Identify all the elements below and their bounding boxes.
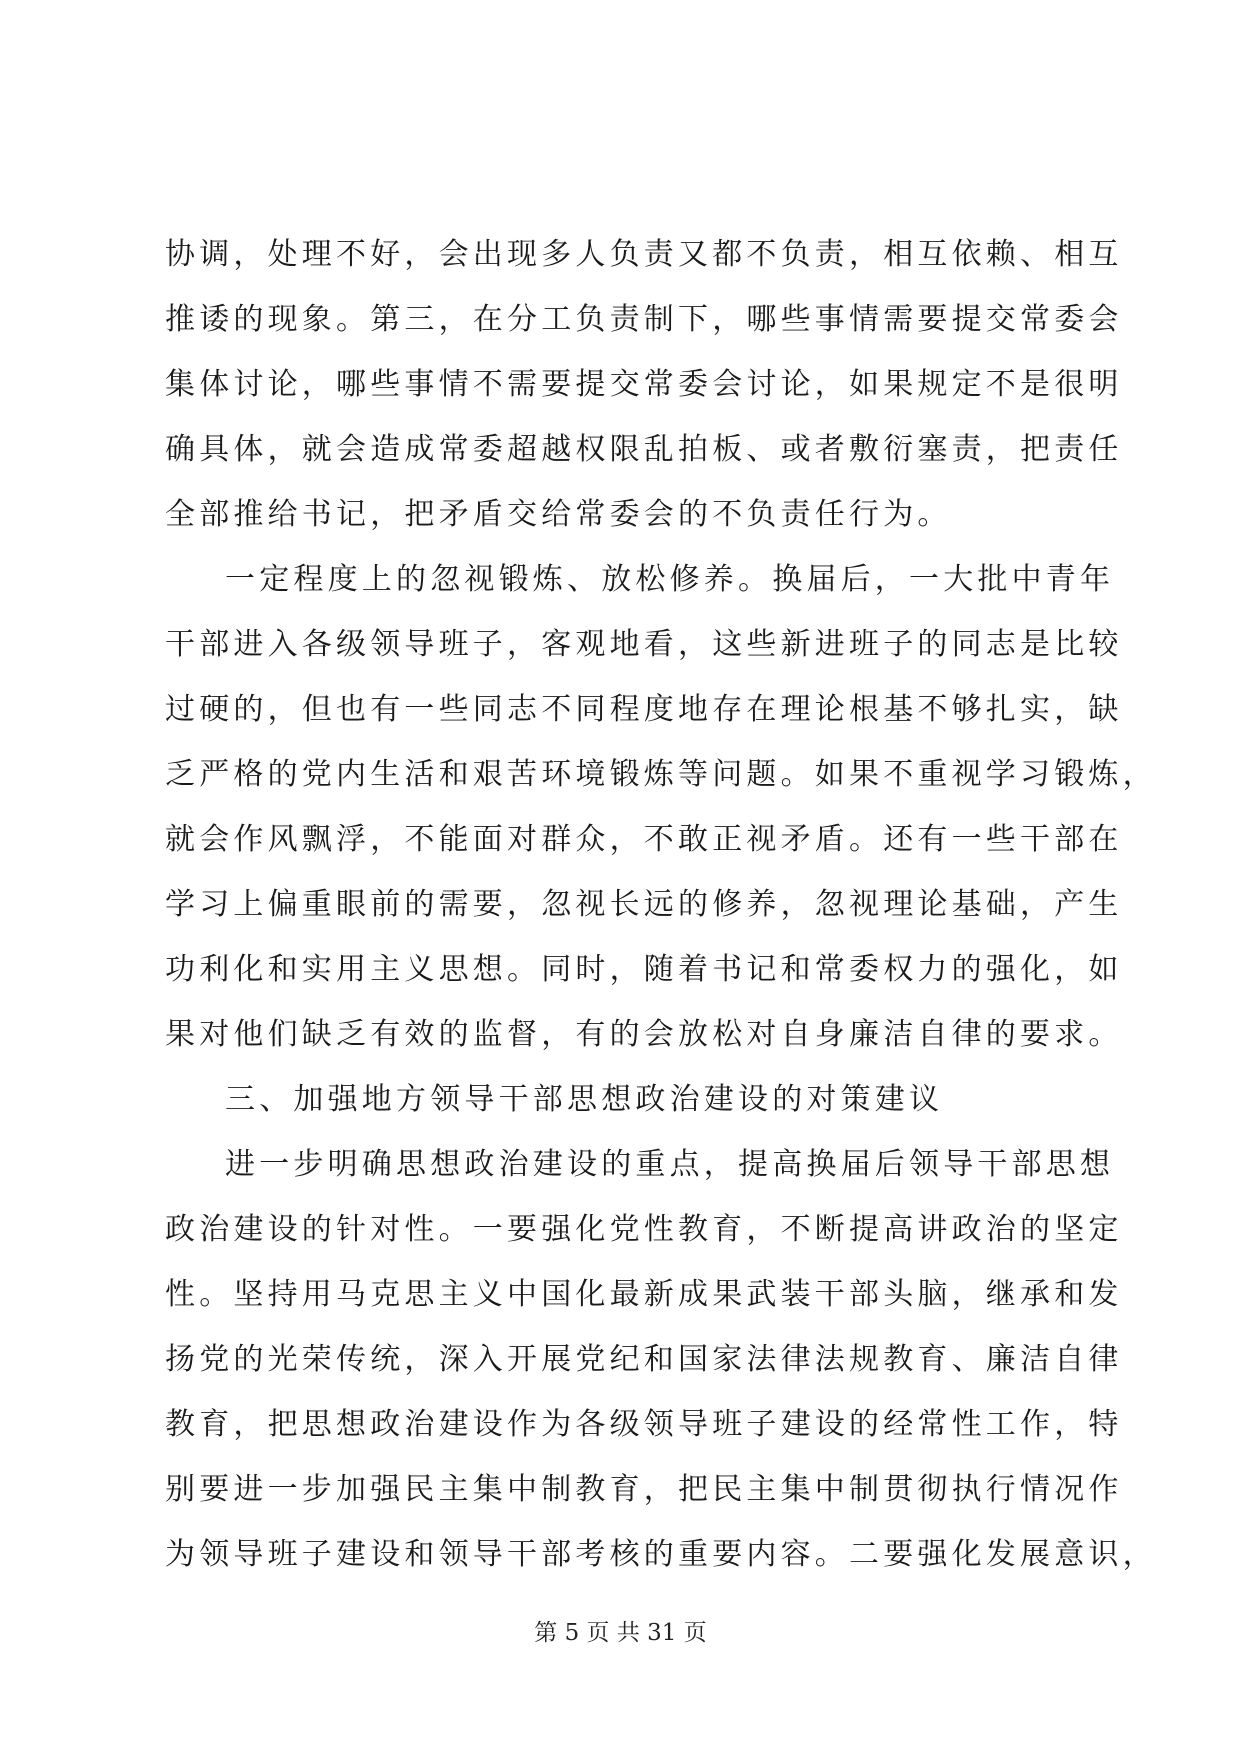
- text-line: 乏严格的党内生活和艰苦环境锻炼等问题。如果不重视学习锻炼，: [165, 757, 1157, 792]
- page-number-footer: 第 5 页 共 31 页: [534, 1620, 707, 1646]
- text-line: 干部进入各级领导班子，客观地看，这些新进班子的同志是比较: [165, 627, 1123, 662]
- text-line: 性。坚持用马克思主义中国化最新成果武装干部头脑，继承和发: [165, 1277, 1123, 1312]
- section-heading: 三、加强地方领导干部思想政治建设的对策建议: [225, 1082, 944, 1117]
- text-line: 政治建设的针对性。一要强化党性教育，不断提高讲政治的坚定: [165, 1212, 1123, 1247]
- text-line: 别要进一步加强民主集中制教育，把民主集中制贯彻执行情况作: [165, 1472, 1123, 1507]
- text-line: 协调，处理不好，会出现多人负责又都不负责，相互依赖、相互: [165, 237, 1123, 272]
- text-line: 集体讨论，哪些事情不需要提交常委会讨论，如果规定不是很明: [165, 367, 1123, 402]
- text-line: 为领导班子建设和领导干部考核的重要内容。二要强化发展意识，: [165, 1537, 1157, 1572]
- text-line: 过硬的，但也有一些同志不同程度地存在理论根基不够扎实，缺: [165, 692, 1123, 727]
- text-line: 就会作风飘浮，不能面对群众，不敢正视矛盾。还有一些干部在: [165, 822, 1123, 857]
- text-line: 果对他们缺乏有效的监督，有的会放松对自身廉洁自律的要求。: [165, 1017, 1123, 1052]
- text-line: 功利化和实用主义思想。同时，随着书记和常委权力的强化，如: [165, 952, 1123, 987]
- paragraph-start-line: 进一步明确思想政治建设的重点，提高换届后领导干部思想: [225, 1147, 1115, 1182]
- text-line: 教育，把思想政治建设作为各级领导班子建设的经常性工作，特: [165, 1407, 1123, 1442]
- body-text: [165, 222, 1157, 1587]
- text-line: 确具体，就会造成常委超越权限乱拍板、或者敷衍塞责，把责任: [165, 432, 1123, 467]
- text-line: 学习上偏重眼前的需要，忽视长远的修养，忽视理论基础，产生: [165, 887, 1123, 922]
- paragraph-start-line: 一定程度上的忽视锻炼、放松修养。换届后，一大批中青年: [225, 562, 1115, 597]
- text-line: 扬党的光荣传统，深入开展党纪和国家法律法规教育、廉洁自律: [165, 1342, 1123, 1377]
- text-line: 全部推给书记，把矛盾交给常委会的不负责任行为。: [165, 497, 952, 532]
- text-line: 推诿的现象。第三，在分工负责制下，哪些事情需要提交常委会: [165, 302, 1123, 337]
